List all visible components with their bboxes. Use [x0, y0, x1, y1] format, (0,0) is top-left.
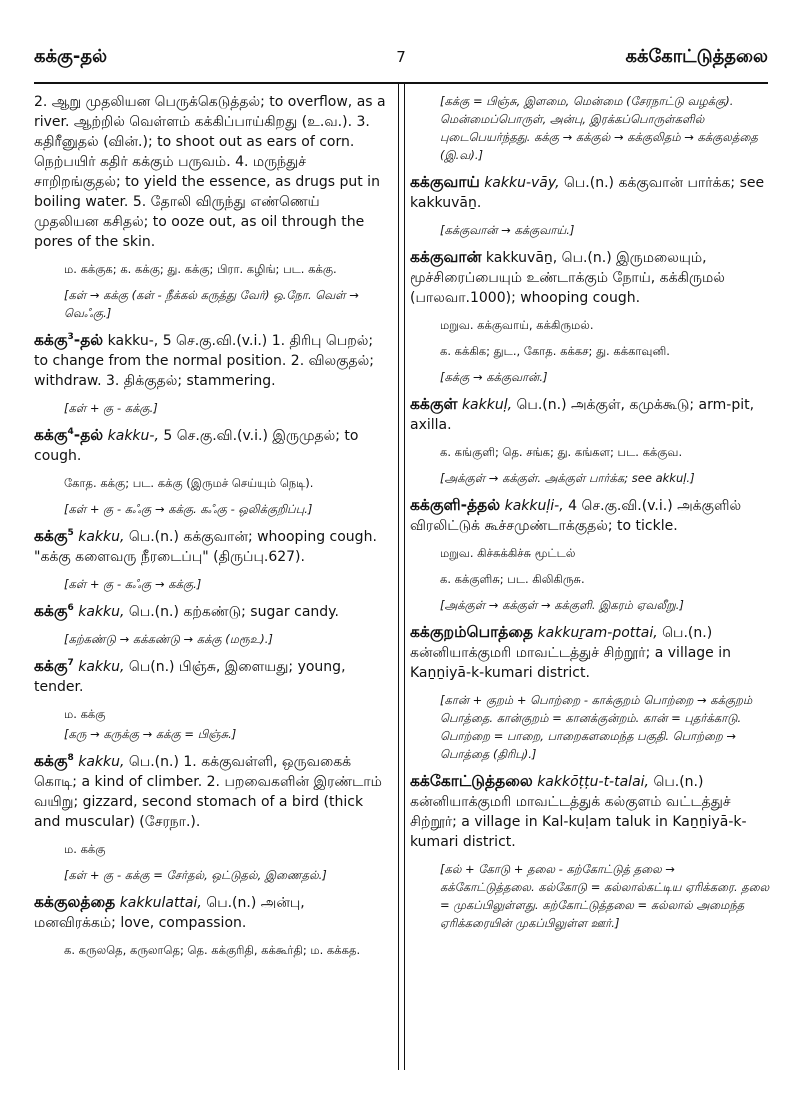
transliteration: kakkuṟam-pottai, — [533, 625, 658, 641]
entry-kakkuvay — [410, 172, 770, 213]
entry-etymology: [கக்கு → கக்குவான்.] — [440, 370, 548, 384]
entry-kakku-5 — [34, 526, 386, 567]
transliteration: kakkuḷi-, — [500, 498, 564, 514]
entry-synonyms: மறுவ. கக்குவாய், கக்கிருமல். — [440, 318, 594, 332]
entry-body: பெ.(n.) கன்னியாக்குமரி மாவட்டத்துக் கல்குளம் வட்டத்துச் சிற்றூர்; a village in Kal-kuḷam taluk in Kaṉṉiyā-k-kumari district. — [410, 774, 747, 850]
headword: கக்கு$^5$ — [34, 527, 74, 545]
entry-etymology: [கள் + கு - கக்கு = சேர்தல், ஒட்டுதல், இணைதல்.] — [64, 868, 327, 882]
headword: கக்குலத்தை — [34, 893, 116, 911]
entry-etymology: [கற்கண்டு → கக்கண்டு → கக்கு (மரூஉ).] — [64, 632, 273, 646]
transliteration: kakkulattai, — [115, 895, 202, 911]
transliteration: kakku-vāy, — [479, 175, 560, 191]
entry-body: பெ.(n.) 1. கக்குவள்ளி, ஒருவகைக் கொடி; a kind of climber. 2. பறவைகளின் இரண்டாம் வயிறு; gizzard, second stomach of a bird (thick and muscular) (சேரநா.). — [34, 754, 382, 830]
transliteration: kakku, — [73, 529, 125, 545]
headword: கக்கு$^3$-தல் — [34, 331, 104, 349]
entry-etymology: [கள் + கு - கஃகு → கக்கு. கஃகு - ஒலிக்குறிப்பு.] — [64, 502, 313, 516]
entry-body: பெ.(n.) கக்குவான் பார்க்க; see kakkuvāṉ. — [410, 175, 765, 211]
headword: கக்கு$^6$ — [34, 602, 74, 620]
transliteration: kakku, — [73, 754, 125, 770]
entry-body: பெ(n.) பிஞ்சு, இளையது; young, tender. — [34, 659, 346, 695]
entry-kakkuvan — [410, 247, 770, 308]
entry-etymology: [அக்குள் → கக்குள் → கக்குளி. இகரம் ஏவலீறு.] — [440, 598, 684, 612]
headword: கக்கு$^4$-தல் — [34, 426, 104, 444]
entry-body: பெ.(n.) கக்குவான்; whooping cough. "கக்கு களைவரு நீரடைப்பு" (திருப்பு.627). — [34, 529, 377, 565]
entry-kakku-3 — [34, 330, 386, 391]
entry-kakku-7 — [34, 656, 386, 697]
headword: கக்குள் — [410, 395, 458, 413]
header-left-guideword: கக்கு-தல் — [34, 46, 108, 67]
transliteration: kakkōṭṭu-t-talai, — [532, 774, 649, 790]
page-header — [34, 46, 768, 80]
entry-cognates: கோத. கக்கு; பட. கக்கு (இருமச் செய்யும் நெடி). — [64, 476, 314, 490]
entry-etymology: [கள் → கக்கு (கள் - நீக்கல் கருத்து வேர்) ஒ.நோ. வெள் → வெஃகு.] — [64, 288, 359, 320]
entry-etymology: [கல் + கோடு + தலை - கற்கோட்டுத் தலை → கக்கோட்டுத்தலை. கல்கோடு = கல்லால்கட்டிய ஏரிக்கரை. தலை = முகப்பிலுள்ளது. கற்கோட்டுத்தலை = கல்லால் அமைந்த ஏரிக்கரையின் முகப்பிலுள்ள ஊர்.] — [440, 862, 770, 930]
entry-kakku-6 — [34, 601, 386, 622]
entry-cognates: ம. கக்கு — [64, 842, 106, 856]
headword: கக்கோட்டுத்தலை — [410, 772, 533, 790]
entry-body: பெ.(n.) அன்பு, மனவிரக்கம்; love, compassion. — [34, 895, 305, 931]
column-divider — [398, 84, 405, 1070]
entry-body: 2. ஆறு முதலியன பெருக்கெடுத்தல்; to overflow, as a river. ஆற்றில் வெள்ளம் கக்கிப்பாய்கிறது (உ.வ.). 3. கதிரீனுதல் (வின்.); to shoot out as ears of corn. நெற்பயிர் கதிர் கக்கும் பருவம். 4. மருந்துச் சாறிறங்குதல்; to yield the essence, as drugs put in boiling water. 5. தோலி விருந்து எண்ணெய் முதலியன கசிதல்; to ooze out, as oil through the pores of the skin. — [34, 94, 386, 250]
transliteration: kakku, — [73, 659, 125, 675]
entry-cognates: க. கக்கிக; துட., கோத. கக்கச; து. கக்காவுனி. — [440, 344, 670, 358]
header-right-guideword: கக்கோட்டுத்தலை — [625, 46, 768, 67]
entry-body: பெ.(n.) கன்னியாக்குமரி மாவட்டத்துச் சிற்றூர்; a village in Kaṉṉiyā-k-kumari district. — [410, 625, 732, 681]
entry-kakkulattai — [34, 892, 386, 933]
headword: கக்குளி-த்தல் — [410, 496, 501, 514]
entry-continuation — [34, 92, 386, 252]
entry-kakkul — [410, 394, 770, 435]
entry-body: பெ.(n.) கற்கண்டு; sugar candy. — [124, 604, 339, 620]
entry-body: kakkuvāṉ, பெ.(n.) இருமலையும், மூச்சிரைப்பையும் உண்டாக்கும் நோய், கக்கிருமல் (பாலவா.1000); whooping cough. — [410, 250, 725, 306]
right-column — [410, 92, 770, 940]
headword: கக்கு$^7$ — [34, 657, 74, 675]
entry-etymology: [கள் + கு - கக்கு.] — [64, 401, 158, 415]
left-column — [34, 92, 386, 967]
headword: கக்குவாய் — [410, 173, 480, 191]
headword: கக்குறம்பொத்தை — [410, 623, 534, 641]
transliteration: kakku, — [73, 604, 125, 620]
entry-etymology: [கக்குவான் → கக்குவாய்.] — [440, 223, 575, 237]
entry-etymology: [கான் + குறம் + பொற்றை - காக்குறம் பொற்றை → கக்குறம் பொத்தை. கான்குறம் = கானக்குன்றம். கான் = புதர்க்காடு. பொற்றை = பாறை, பாறைகளமைந்த பகுதி. பொற்றை → பொத்தை (திரிபு).] — [440, 693, 753, 761]
entry-cognates: க. கங்குளி; தெ. சங்க; து. கங்கள; பட. கக்குவ. — [440, 445, 683, 459]
entry-cognates: ம. கக்கு — [64, 707, 106, 721]
entry-body: 4 செ.கு.வி.(v.i.) அக்குளில் விரலிட்டுக் கூச்சமுண்டாக்குதல்; to tickle. — [410, 498, 742, 534]
entry-kakkuli-ttal — [410, 495, 770, 536]
headword: கக்குவான் — [410, 248, 482, 266]
entry-cognates: ம. கக்குக; க. கக்கு; து. கக்கு; பிரா. கழிங்; பட. கக்கு. — [64, 262, 337, 276]
entry-etymology: [கள் + கு - கஃகு → கக்கு.] — [64, 577, 202, 591]
entry-kakkottuttalai — [410, 771, 770, 852]
entry-etymology: [கரு → கருக்கு → கக்கு = பிஞ்சு.] — [64, 727, 237, 741]
entry-kakku-8 — [34, 751, 386, 832]
entry-body: kakku-, 5 செ.கு.வி.(v.i.) 1. திரிபு பெறல்; to change from the normal position. 2. விலகுதல்; withdraw. 3. திக்குதல்; stammering. — [34, 333, 374, 389]
entry-cognates: க. கக்குளிசு; பட. கிலிகிருசு. — [440, 572, 585, 586]
entry-etymology: [அக்குள் → கக்குள். அக்குள் பார்க்க; see akkuḷ.] — [440, 471, 695, 485]
transliteration: kakkuḷ, — [457, 397, 513, 413]
entry-synonyms: மறுவ. கிச்சுக்கிச்சு மூட்டல் — [440, 546, 576, 560]
entry-cognates: க. கருலதெ, கருலாதெ; தெ. கக்குரிதி, கக்கூர்தி; ம. கக்கத. — [64, 943, 361, 957]
entry-kakkurampottai — [410, 622, 770, 683]
transliteration: kakku-, — [103, 428, 159, 444]
entry-body: பெ.(n.) அக்குள், கமுக்கூடு; arm-pit, axilla. — [410, 397, 755, 433]
entry-body: 5 செ.கு.வி.(v.i.) இருமுதல்; to cough. — [34, 428, 359, 464]
headword: கக்கு$^8$ — [34, 752, 74, 770]
entry-kakku-4 — [34, 425, 386, 466]
page-number: 7 — [396, 48, 406, 66]
entry-etymology: [கக்கு = பிஞ்சு, இளமை, மென்மை (சேரநாட்டு வழக்கு). மென்மைப்பொருள், அன்பு, இரக்கப்பொருள்களில் புடைபெயர்ந்தது. கக்கு → கக்குல் → கக்குலிதம் → கக்குலத்தை (இ.வ).] — [440, 94, 758, 162]
